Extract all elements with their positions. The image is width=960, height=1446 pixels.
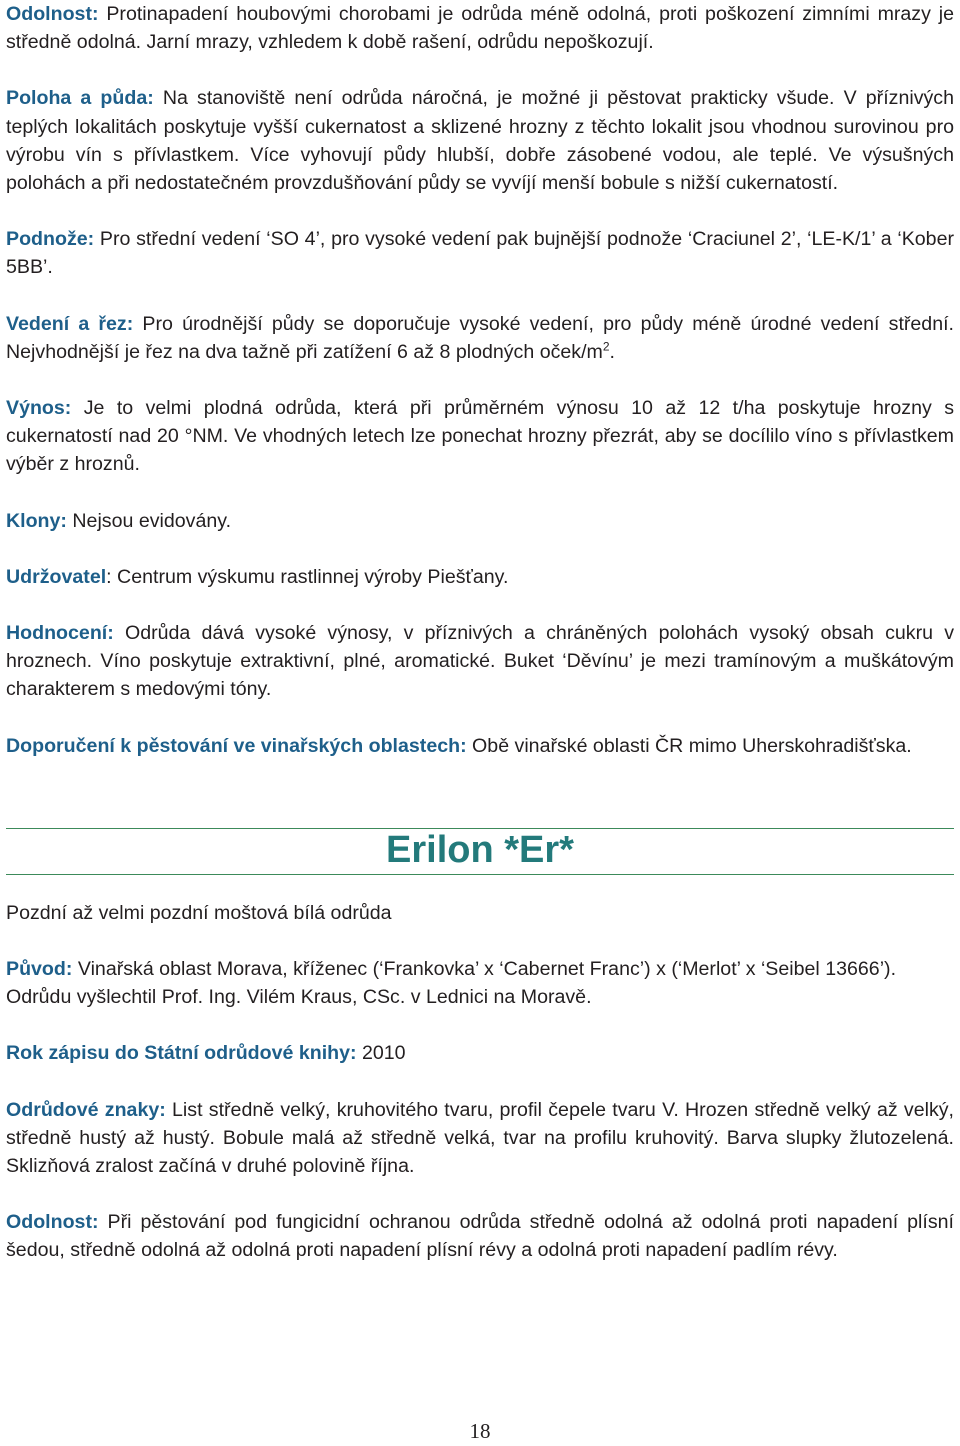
rule-bottom — [6, 874, 954, 875]
text-hodnoceni: Odrůda dává vysoké výnosy, v příznivých a chráněných polohách vysoký obsah cukru v hroznech. Víno poskytuje extraktivní, plné, aromatické. Buket ‘Děvínu’ je mezi tramínovým a muškátovým charakterem s medovými tóny. — [6, 622, 954, 701]
document-page — [6, 0, 954, 1265]
label-puvod: Původ: — [6, 958, 73, 981]
text-poloha: Na stanoviště není odrůda náročná, je možné ji pěstovat prakticky všude. V příznivých teplých lokalitách poskytuje vyšší cukernatost a sklizené hrozny z těchto lokalit jsou vhodnou surovinou pro výrobu vín s přívlastkem. Více vyhovují půdy hlubší, dobře zásobené vodou, ale teplé. Ve výsušných polohách a při nedostatečném provzdušňování půdy se vyvíjí menší bobule s nižší cukernatostí. — [6, 87, 954, 195]
label-doporuceni: Doporučení k pěstování ve vinařských oblastech: — [6, 734, 467, 757]
paragraph-rok — [6, 1039, 954, 1067]
label-rok: Rok zápisu do Státní odrůdové knihy: — [6, 1042, 357, 1065]
paragraph-udrzovatel — [6, 563, 954, 591]
paragraph-klony — [6, 507, 954, 535]
paragraph-doporuceni — [6, 732, 954, 760]
section-heading — [6, 828, 954, 876]
text-doporuceni: Obě vinařské oblasti ČR mimo Uherskohradišťska. — [466, 734, 912, 757]
label-znaky: Odrůdové znaky: — [6, 1098, 166, 1121]
label-udrzovatel: Udržovatel — [6, 565, 107, 588]
paragraph-odolnost — [6, 0, 954, 56]
text-rok: 2010 — [356, 1042, 406, 1065]
superscript: 2 — [602, 339, 610, 354]
text-odolnost-erilon: Při pěstování pod fungicidní ochranou odrůda středně odolná až odolná proti napadení plísní šedou, středně odolná až odolná proti napadení plísní révy a odolná proti napadení padlím révy. — [6, 1211, 954, 1262]
paragraph-odolnost-erilon — [6, 1208, 954, 1264]
text-vynos: Je to velmi plodná odrůda, která při průměrném výnosu 10 až 12 t/ha poskytuje hrozny s cukernatostí nad 20 °NM. Ve vhodných letech lze ponechat hrozny přezrát, aby se docílilo víno s přívlastkem výběr z hroznů. — [6, 397, 954, 476]
label-hodnoceni: Hodnocení: — [6, 622, 114, 645]
label-podnoze: Podnože: — [6, 228, 95, 251]
paragraph-znaky — [6, 1096, 954, 1181]
text-odolnost: Protinapadení houbovými chorobami je odrůda méně odolná, proti poškození zimními mrazy je středně odolná. Jarní mrazy, vzhledem k době rašení, odrůdu nepoškozují. — [6, 3, 954, 54]
label-odolnost: Odolnost: — [6, 3, 99, 25]
paragraph-poloha — [6, 84, 954, 197]
paragraph-podnoze — [6, 225, 954, 281]
paragraph-hodnoceni — [6, 619, 954, 704]
text-klony: Nejsou evidovány. — [66, 509, 232, 532]
label-poloha: Poloha a půda: — [6, 87, 154, 110]
text-vedeni-end: . — [609, 340, 615, 363]
paragraph-vedeni — [6, 310, 954, 366]
text-vedeni: Pro úrodnější půdy se doporučuje vysoké vedení, pro půdy méně úrodné vedení střední. Nejvhodnější je řez na dva tažně při zatížení 6 až 8 plodných oček/m — [6, 312, 954, 363]
text-udrzovatel: : Centrum výskumu rastlinnej výroby Piešťany. — [106, 565, 509, 588]
text-puvod: Vinařská oblast Morava, kříženec (‘Frankovka’ x ‘Cabernet Franc’) x (‘Merlot’ x ‘Seibel 13666’). — [72, 958, 897, 981]
label-vynos: Výnos: — [6, 397, 72, 420]
paragraph-puvod — [6, 955, 954, 983]
label-odolnost-erilon: Odolnost: — [6, 1211, 99, 1234]
text-podnoze: Pro střední vedení ‘SO 4’, pro vysoké vedení pak bujnější podnože ‘Craciunel 2’, ‘LE-K/1’ a ‘Kober 5BB’. — [6, 228, 954, 279]
variety-subtitle: Pozdní až velmi pozdní moštová bílá odrůda — [6, 901, 392, 924]
label-vedeni: Vedení a řez: — [6, 312, 134, 335]
label-klony: Klony: — [6, 509, 67, 532]
variety-title: Erilon *Er* — [386, 828, 574, 871]
text-puvod-line2: Odrůdu vyšlechtil Prof. Ing. Vilém Kraus, CSc. v Lednici na Moravě. — [6, 986, 592, 1009]
page-number: 18 — [469, 1419, 491, 1443]
paragraph-vynos — [6, 394, 954, 479]
text-znaky: List středně velký, kruhovitého tvaru, profil čepele tvaru V. Hrozen středně velký až velký, středně hustý až hustý. Bobule malá až středně velká, tvar na profilu kruhovitý. Barva slupky žlutozelená. Sklizňová zralost začíná v druhé polovině října. — [6, 1098, 954, 1178]
